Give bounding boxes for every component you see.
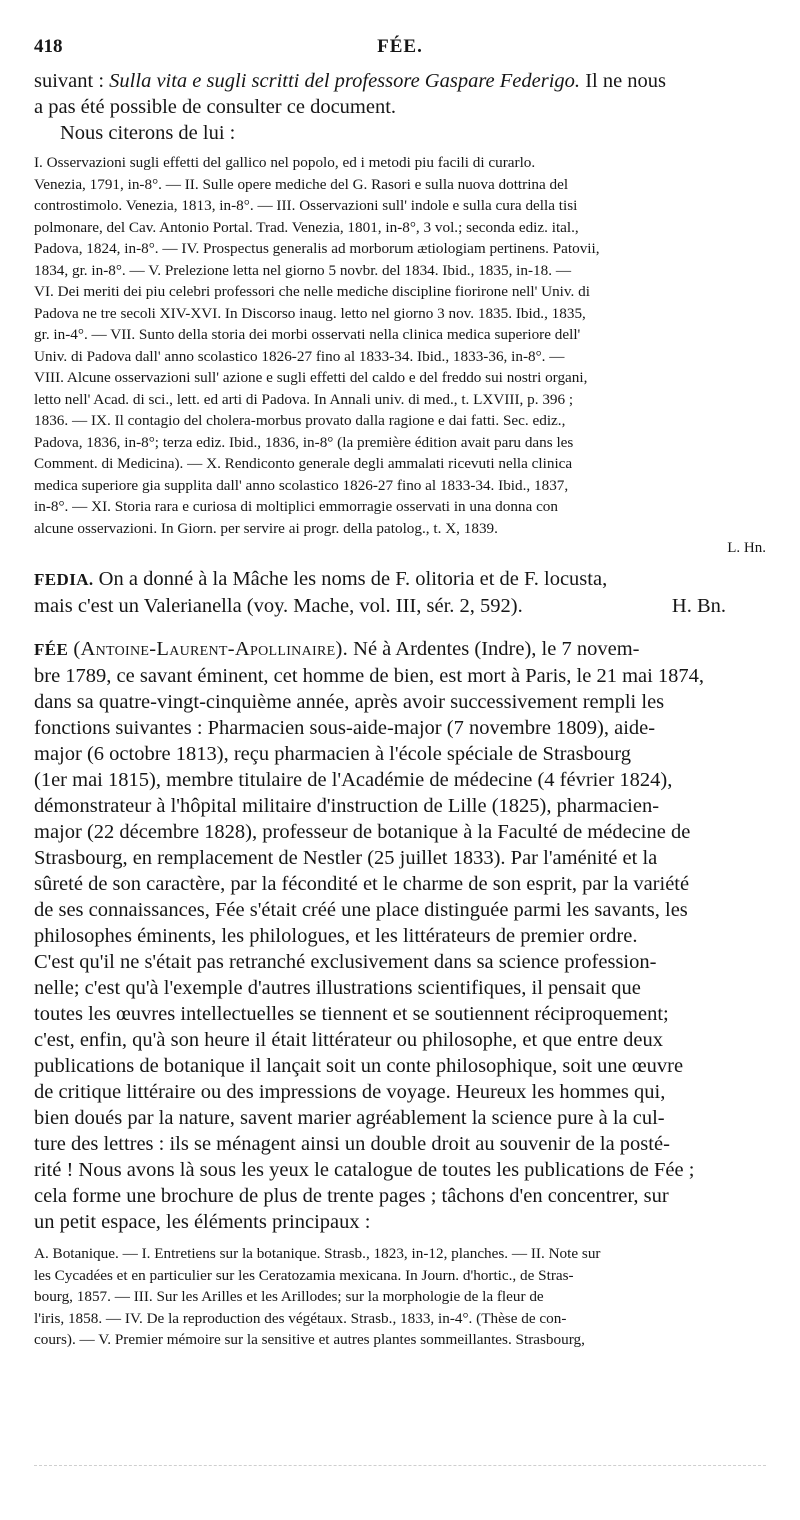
bibliography-line: I. Osservazioni sugli effetti del gallico nel popolo, ed i metodi piu facili di curarlo. [34, 154, 536, 171]
page-number: 418 [34, 36, 63, 57]
fee-line: major (22 décembre 1828), professeur de botanique à la Faculté de médecine de [34, 821, 691, 843]
page-bottom-rule [34, 1465, 766, 1466]
fee-line: de ses connaissances, Fée s'était créé une place distinguée parmi les savants, les [34, 899, 688, 921]
fee-line: de critique littéraire ou des impressions de voyage. Heureux les hommes qui, [34, 1081, 666, 1103]
bibliography-line: in-8°. — XI. Storia rara e curiosa di moltiplici emmorragie osservati in una donna con [34, 498, 558, 515]
botanique-line: cours). — V. Premier mémoire sur la sensitive et autres plantes sommeillantes. Strasbourg, [34, 1331, 585, 1348]
intro-line: suivant : Sulla vita e sugli scritti del professore Gaspare Federigo. Il ne nous [34, 70, 667, 92]
fee-line: toutes les œuvres intellectuelles se tiennent et se soutiennent réciproquement; [34, 1003, 669, 1025]
fedia-line: mais c'est un Valerianella (voy. Mache, vol. III, sér. 2, 592). H. Bn. [34, 595, 726, 617]
running-title: FÉE. [377, 36, 423, 57]
fee-line: démonstrateur à l'hôpital militaire d'instruction de Lille (1825), pharmacien- [34, 795, 660, 817]
intro-line: a pas été possible de consulter ce document. [34, 96, 397, 118]
signature-l-hn: L. Hn. [727, 540, 766, 556]
fee-line: FÉE (Antoine-Laurent-Apollinaire). Né à Ardentes (Indre), le 7 novem- [34, 638, 640, 660]
fee-line: major (6 octobre 1813), reçu pharmacien à l'école spéciale de Strasbourg [34, 743, 632, 765]
fee-line: (1er mai 1815), membre titulaire de l'Académie de médecine (4 février 1824), [34, 769, 673, 791]
bibliography-line: Padova ne tre secoli XIV-XVI. In Discorso inaug. letto nel giorno 3 nov. 1835. Ibid., 1835, [34, 304, 586, 322]
fee-line: C'est qu'il ne s'était pas retranché exclusivement dans sa science profession- [34, 951, 657, 973]
fedia-line: FEDIA. On a donné à la Mâche les noms de F. olitoria et de F. locusta, [34, 568, 608, 590]
intro-line: Nous citerons de lui : [60, 122, 236, 144]
fee-line: un petit espace, les éléments principaux : [34, 1211, 371, 1233]
fee-line: publications de botanique il lançait soit un conte philosophique, soit une œuvre [34, 1055, 684, 1077]
bibliography-line: letto nell' Acad. di sci., lett. ed arti di Padova. In Annali univ. di med., t. LXVIII, p. 396 ; [34, 390, 574, 408]
bibliography-line: gr. in-4°. — VII. Sunto della storia dei morbi osservati nella clinica medica superiore dell' [34, 326, 581, 343]
headword-fedia: FEDIA. [34, 570, 94, 589]
fee-line: fonctions suivantes : Pharmacien sous-aide-major (7 novembre 1809), aide- [34, 717, 656, 739]
bibliography-line: 1834, gr. in-8°. — V. Prelezione letta nel giorno 5 novbr. del 1834. Ibid., 1835, in-18. — [34, 261, 572, 279]
intro-paragraph [34, 68, 766, 146]
fee-line: philosophes éminents, les philologues, et les littérateurs de premier ordre. [34, 925, 638, 947]
bibliography-line: Univ. di Padova dall' anno scolastico 1826-27 fino al 1833-34. Ibid., 1833-36, in-8°. — [34, 347, 565, 365]
bibliography-line: Padova, 1836, in-8°; terza ediz. Ibid., 1836, in-8° (la première édition avait paru dans les [34, 433, 574, 451]
bibliography-line: polmonare, del Cav. Antonio Portal. Trad. Venezia, 1801, in-8°, 3 vol.; seconda ediz. ital., [34, 218, 579, 236]
fee-line: bre 1789, ce savant éminent, cet homme de bien, est mort à Paris, le 21 mai 1874, [34, 665, 705, 687]
botanique-line: les Cycadées et en particulier sur les Ceratozamia mexicana. In Journ. d'hortic., de Stras- [34, 1266, 574, 1284]
running-head [34, 36, 766, 60]
fee-line: rité ! Nous avons là sous les yeux le catalogue de toutes les publications de Fée ; [34, 1159, 695, 1181]
fee-line: ture des lettres : ils se ménagent ainsi un double droit au souvenir de la posté- [34, 1133, 670, 1155]
fee-line: sûreté de son caractère, par la fécondité et le charme de son esprit, par la variété [34, 873, 690, 895]
fee-line: cela forme une brochure de plus de trente pages ; tâchons d'en concentrer, sur [34, 1185, 669, 1207]
headword-fee: FÉE [34, 640, 69, 659]
botanique-list [34, 1243, 766, 1351]
botanique-line: l'iris, 1858. — IV. De la reproduction des végétaux. Strasb., 1833, in-4°. (Thèse de con- [34, 1309, 567, 1327]
fee-line: dans sa quatre-vingt-cinquième année, après avoir successivement rempli les [34, 691, 665, 713]
bibliography-line: 1836. — IX. Il contagio del cholera-morbus provato dalla ragione e dai fatti. Sec. ediz., [34, 412, 566, 429]
fee-line: c'est, enfin, qu'à son heure il était littérateur ou philosophe, et que entre deux [34, 1029, 664, 1051]
bibliography [34, 152, 766, 539]
bibliography-line: VIII. Alcune osservazioni sull' azione e sugli effetti del caldo e del freddo sui nostri organi, [34, 369, 588, 386]
bibliography-line: Padova, 1824, in-8°. — IV. Prospectus generalis ad morborum ætiologiam pertinens. Patovii, [34, 240, 600, 257]
bibliography-line: Venezia, 1791, in-8°. — II. Sulle opere mediche del G. Rasori e sulla nuova dottrina del [34, 175, 569, 193]
fee-full-name: (Antoine-Laurent-Apollinaire). [73, 638, 349, 660]
bibliography-line: alcune osservazioni. In Giorn. per servire ai progr. della patolog., t. X, 1839. [34, 519, 498, 537]
botanique-line: bourg, 1857. — III. Sur les Arilles et les Arillodes; sur la morphologie de la fleur de [34, 1288, 544, 1305]
signature-h-bn: H. Bn. [671, 595, 726, 617]
entry-fedia [34, 566, 766, 619]
intro-title: Sulla vita e sugli scritti del professore Gaspare Federigo. [109, 70, 581, 92]
fee-line: Strasbourg, en remplacement de Nestler (25 juillet 1833). Par l'aménité et la [34, 847, 658, 869]
fee-line: bien doués par la nature, savent marier agréablement la science pure à la cul- [34, 1107, 665, 1129]
fee-line: nelle; c'est qu'à l'exemple d'autres illustrations scientifiques, il pensait que [34, 977, 641, 999]
bibliography-line: VI. Dei meriti dei piu celebri professori che nelle mediche discipline fiorirone nell' Univ. di [34, 283, 590, 300]
entry-fee [34, 636, 766, 1235]
bibliography-line: medica superiore gia supplita dall' anno scolastico 1826-27 fino al 1833-34. Ibid., 1837, [34, 476, 569, 494]
bibliography-line: Comment. di Medicina). — X. Rendiconto generale degli ammalati ricevuti nella clinica [34, 455, 573, 472]
botanique-line: A. Botanique. — I. Entretiens sur la botanique. Strasb., 1823, in-12, planches. — II. Note sur [34, 1245, 601, 1262]
bibliography-line: controstimolo. Venezia, 1813, in-8°. — III. Osservazioni sull' indole e sulla cura della tisi [34, 197, 578, 214]
